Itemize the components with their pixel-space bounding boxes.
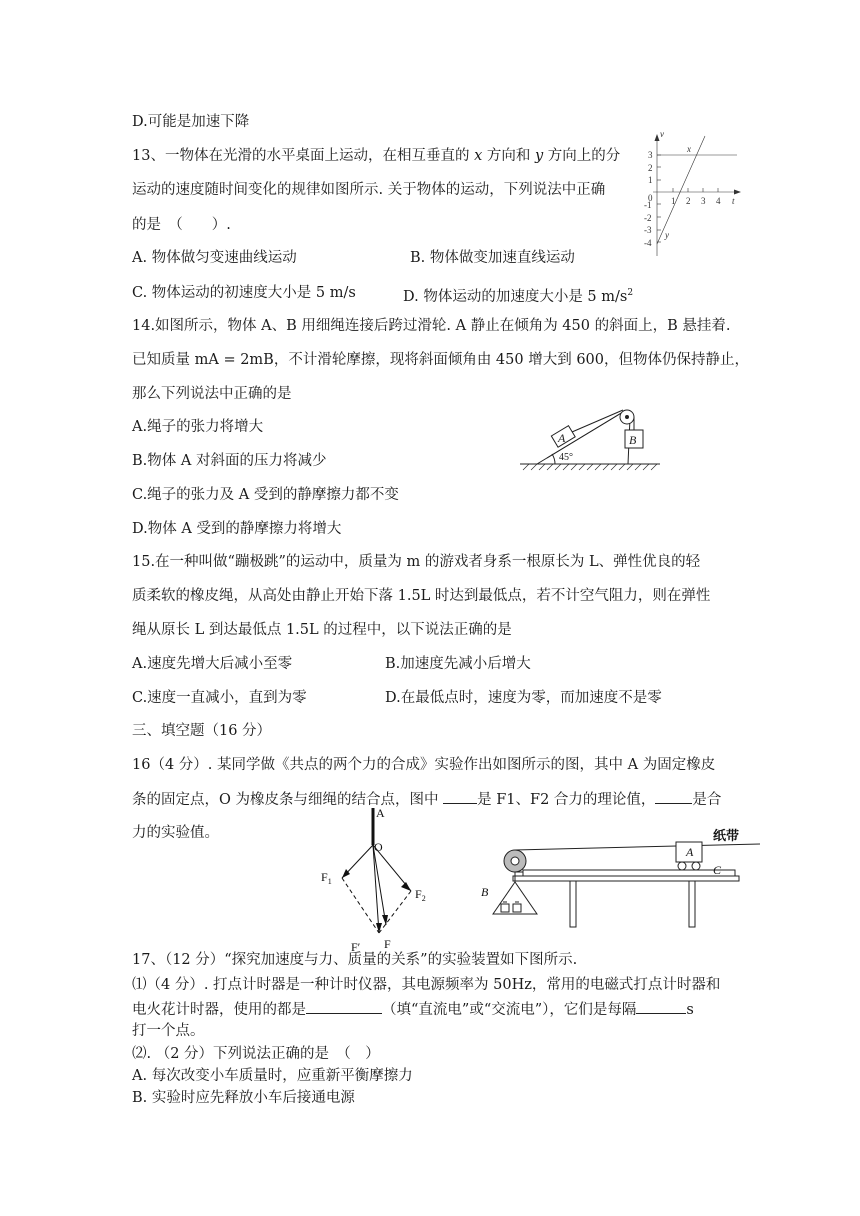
q17-part1-line2 bbox=[132, 999, 694, 1020]
q14-stem-line3: 那么下列说法中正确的是 bbox=[132, 386, 292, 402]
y-tick-label: 3 bbox=[648, 150, 653, 160]
q13-option-b: B. 物体做变加速直线运动 bbox=[410, 250, 575, 266]
y-tick-label: -1 bbox=[644, 200, 652, 210]
f2-letter: F bbox=[415, 887, 422, 901]
q13-stem-part: 方向和 bbox=[482, 148, 535, 164]
q13-vt-graph bbox=[635, 128, 745, 263]
f1-label bbox=[321, 870, 332, 886]
q14-option-c: C.绳子的张力及 A 受到的静摩擦力都不变 bbox=[132, 487, 399, 503]
q17-stem-part: （填“直流电”或“交流电”），它们是每隔 bbox=[382, 1002, 637, 1018]
q17-apparatus-figure bbox=[475, 822, 765, 930]
f2-label bbox=[415, 887, 426, 903]
section-3-heading: 三、填空题（16 分） bbox=[132, 723, 272, 739]
y-tick-label: -3 bbox=[644, 225, 652, 235]
q16-blank-experimental[interactable] bbox=[655, 789, 692, 804]
q13-option-d bbox=[403, 283, 633, 307]
x-tick-label: 1 bbox=[671, 196, 676, 206]
fprime-arrow-icon bbox=[376, 923, 382, 933]
q15-stem-line2: 质柔软的橡皮绳，从高处由静止开始下落 1.5L 时达到最低点，若不计空气阻力，则在弹性 bbox=[132, 588, 711, 604]
q13-stem-line2: 运动的速度随时间变化的规律如图所示. 关于物体的运动，下列说法中正确 bbox=[132, 182, 606, 198]
t-axis-label: t bbox=[732, 196, 735, 206]
q14-stem-line1: 14.如图所示，物体 A、B 用细绳连接后跨过滑轮. A 静止在倾角为 450 的斜面上，B 悬挂着. bbox=[132, 318, 731, 334]
q15-stem-line1: 15.在一种叫做“蹦极跳”的运动中，质量为 m 的游戏者身系一根原长为 L、弹性优良的轻 bbox=[132, 554, 701, 570]
v-axis-arrow-icon bbox=[655, 134, 660, 141]
board-c-label: C bbox=[713, 863, 722, 877]
y-tick-label: -4 bbox=[644, 238, 652, 248]
x-tick-label: 2 bbox=[686, 196, 691, 206]
f1-sub: 1 bbox=[327, 877, 332, 886]
q14-incline-figure bbox=[515, 402, 665, 472]
q17-part2: ⑵. （2 分）下列说法正确的是 （ ） bbox=[132, 1046, 380, 1062]
v-axis-label: v bbox=[660, 129, 664, 139]
q15-option-c: C.速度一直减小，直到为零 bbox=[132, 690, 307, 706]
q12-option-d: D.可能是加速下降 bbox=[132, 114, 250, 130]
f-label: F bbox=[384, 937, 391, 951]
x-tick-label: 4 bbox=[716, 196, 721, 206]
q17-part1-line1: ⑴（4 分）. 打点计时器是一种计时仪器，其电源频率为 50Hz，常用的电磁式打点计时器和 bbox=[132, 977, 721, 993]
q13-stem-line3: 的是 （ ）. bbox=[132, 217, 231, 233]
point-a-label: A bbox=[376, 806, 385, 820]
angle-label: 45° bbox=[559, 452, 573, 463]
point-o-label: O bbox=[374, 840, 383, 854]
y-tick-label: -2 bbox=[644, 213, 652, 223]
q16-blank-theoretical[interactable] bbox=[443, 789, 477, 804]
y-tick-label: 2 bbox=[648, 163, 653, 173]
q16-stem-part: 是 F1、F2 合力的理论值， bbox=[477, 792, 656, 808]
q15-stem-line3: 绳从原长 L 到达最低点 1.5L 的过程中，以下说法正确的是 bbox=[132, 622, 512, 638]
q15-option-a: A.速度先增大后减小至零 bbox=[132, 656, 293, 672]
f-arrow-icon bbox=[382, 915, 388, 925]
q17-stem-part: 电火花计时器，使用的都是 bbox=[132, 1002, 306, 1018]
q14-option-d: D.物体 A 受到的静摩擦力将增大 bbox=[132, 521, 342, 537]
fprime-label: F′ bbox=[351, 940, 361, 954]
q13-option-d-sup: 2 bbox=[627, 288, 634, 298]
y-tick-label: 1 bbox=[648, 175, 653, 185]
q17-option-a: A. 每次改变小车质量时，应重新平衡摩擦力 bbox=[132, 1068, 413, 1084]
tape-label: 纸带 bbox=[713, 828, 740, 843]
q13-y-var: y bbox=[534, 148, 544, 164]
q13-option-a: A. 物体做匀变速曲线运动 bbox=[132, 250, 297, 266]
q17-option-b: B. 实验时应先释放小车后接通电源 bbox=[132, 1090, 355, 1106]
q16-stem-part: 条的固定点，O 为橡皮条与细绳的结合点，图中 bbox=[132, 792, 444, 808]
q13-option-d-text: D. 物体运动的加速度大小是 5 m/s bbox=[403, 288, 628, 305]
q13-stem-part: 方向上的分 bbox=[543, 148, 621, 164]
q13-x-var: x bbox=[474, 148, 483, 164]
q16-force-figure bbox=[315, 805, 440, 955]
q14-option-a: A.绳子的张力将增大 bbox=[132, 419, 264, 435]
origin-label: 0 bbox=[648, 193, 653, 203]
f1-letter: F bbox=[321, 870, 328, 884]
q16-stem-part: 是合 bbox=[692, 792, 722, 808]
x-tick-label: 3 bbox=[701, 196, 706, 206]
q15-option-d: D.在最低点时，速度为零，而加速度不是零 bbox=[385, 690, 662, 706]
block-a-label: A bbox=[558, 431, 566, 445]
q15-option-b: B.加速度先减小后增大 bbox=[385, 656, 531, 672]
q17-stem-part: s bbox=[686, 1002, 694, 1018]
q13-stem-line1 bbox=[132, 146, 620, 166]
t-axis-arrow-icon bbox=[734, 190, 741, 195]
q17-stem: 17、（12 分）“探究加速度与力、质量的关系”的实验装置如下图所示. bbox=[132, 952, 578, 968]
q16-stem-line3: 力的实验值。 bbox=[132, 825, 219, 841]
f2-arrow-icon bbox=[401, 882, 411, 891]
q13-stem-part: 13、一物体在光滑的水平桌面上运动，在相互垂直的 bbox=[132, 148, 475, 164]
q17-blank-interval[interactable] bbox=[636, 999, 686, 1014]
block-b-label: B bbox=[629, 433, 637, 447]
y-line-label: y bbox=[665, 230, 669, 240]
cart-a-label: A bbox=[686, 845, 694, 859]
q14-stem-line2: 已知质量 mA = 2mB，不计滑轮摩擦，现将斜面倾角由 450 增大到 600，但物体仍保持静止， bbox=[132, 352, 750, 368]
q16-stem-line1: 16（4 分）. 某同学做《共点的两个力的合成》实验作出如图所示的图，其中 A 为固定橡皮 bbox=[132, 757, 716, 773]
q17-blank-current-type[interactable] bbox=[306, 999, 382, 1014]
weight-b-label: B bbox=[481, 885, 489, 899]
q17-part1-line3: 打一个点。 bbox=[132, 1023, 205, 1039]
f2-sub: 2 bbox=[421, 894, 426, 903]
x-line-label: x bbox=[687, 144, 691, 154]
q14-option-b: B.物体 A 对斜面的压力将减少 bbox=[132, 453, 327, 469]
q13-option-c: C. 物体运动的初速度大小是 5 m/s bbox=[132, 285, 356, 301]
